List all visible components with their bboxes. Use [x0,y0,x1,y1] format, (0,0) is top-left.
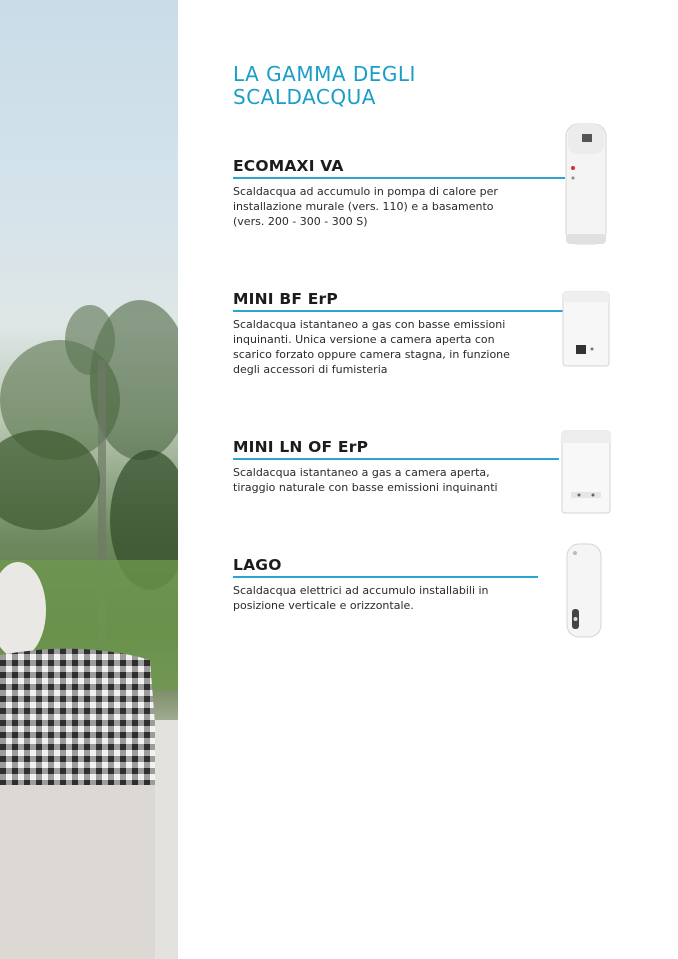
product-description: Scaldacqua istantaneo a gas a camera aperta, tiraggio naturale con basse emissioni inquinanti [233,466,498,494]
product-divider [233,458,559,460]
product-name: ECOMAXI VA [233,157,344,175]
product-mini-ln-of-erp [233,437,559,495]
garden-photo [0,0,178,959]
garden-photo-illustration [0,0,178,959]
product-divider [233,576,538,578]
product-name: MINI BF ErP [233,290,338,308]
page-title [233,63,533,109]
heat-pump-water-heater-icon [562,122,610,246]
product-name: MINI LN OF ErP [233,438,369,456]
product-description: Scaldacqua elettrici ad accumulo installabili in posizione verticale e orizzontale. [233,584,489,612]
product-name: LAGO [233,556,282,574]
gas-water-heater-icon [562,291,610,367]
product-mini-bf-erp [233,289,563,377]
product-lago [233,555,538,613]
page-title-line2: SCALDACQUA [233,85,376,109]
gas-water-heater-icon [561,430,611,514]
electric-boiler-icon [564,543,604,638]
product-description: Scaldacqua ad accumulo in pompa di calore per installazione murale (vers. 110) e a basamento (vers. 200 - 300 - 300 S) [233,185,498,228]
product-divider [233,310,563,312]
product-ecomaxi-va [233,156,565,229]
page-title-line1: LA GAMMA DEGLI [233,62,416,86]
product-description: Scaldacqua istantaneo a gas con basse emissioni inquinanti. Unica versione a camera aperta con scarico forzato oppure camera stagna, in funzione degli accessori di fumisteria [233,318,510,376]
product-divider [233,177,565,179]
